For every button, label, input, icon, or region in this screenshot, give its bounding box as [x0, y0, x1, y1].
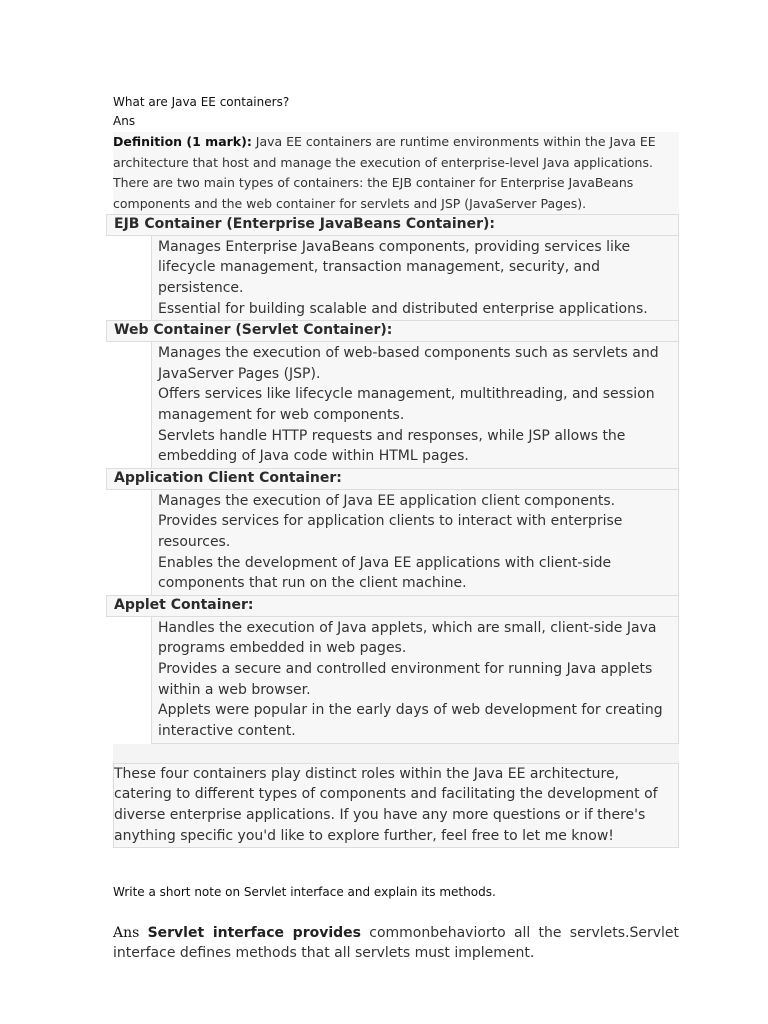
list-item: Manages the execution of web-based components such as servlets and JavaServer Pages (JSP). [158, 344, 659, 382]
definition-text: Java EE containers are runtime environments within the Java EE architecture that host and manage the execution of enterprise-level Java applications. There are two main types of containers: the EJB container for Enterprise JavaBeans components and the web container for servlets and JSP (JavaServer Pages). [113, 134, 656, 211]
document-body [113, 93, 679, 964]
answer-label: Ans [113, 114, 136, 128]
answer-2-text: commonbehaviorto all the servlets.Servlet interface defines methods that all servlets must implement. [113, 924, 679, 962]
ejb-container-list [151, 236, 679, 321]
web-container-heading: Web Container (Servlet Container): [106, 320, 679, 342]
list-item: Handles the execution of Java applets, which are small, client-side Java programs embedded in web pages. [158, 619, 657, 657]
list-item: Provides a secure and controlled environment for running Java applets within a web browser. [158, 660, 653, 698]
list-item: Manages the execution of Java EE application client components. [158, 492, 616, 509]
application-client-container-list [151, 490, 679, 596]
list-item: Provides services for application clients to interact with enterprise resources. [158, 513, 623, 550]
web-container-list [151, 342, 679, 468]
question-1: What are Java EE containers? [113, 95, 290, 109]
answer-2-bold-text: Servlet interface provides [147, 924, 361, 941]
spacer-band [113, 744, 679, 763]
list-item: Servlets handle HTTP requests and responses, while JSP allows the embedding of Java code within HTML pages. [158, 427, 626, 465]
list-item: Enables the development of Java EE applications with client-side components that run on the client machine. [158, 554, 612, 592]
list-item: Offers services like lifecycle management, multithreading, and session management for web components. [158, 386, 655, 423]
list-item: Essential for building scalable and distributed enterprise applications. [158, 300, 648, 317]
applet-container-heading: Applet Container: [106, 595, 679, 617]
definition-label: Definition (1 mark): [113, 134, 252, 149]
applet-container-list [151, 617, 679, 744]
list-item: Applets were popular in the early days of web development for creating interactive content. [158, 702, 663, 740]
definition-paragraph [113, 132, 679, 214]
summary-paragraph: These four containers play distinct roles within the Java EE architecture, catering to different types of components and facilitating the development of diverse enterprise applications. If you have any more questions or if there's anything specific you'd like to explore further, feel free to let me know! [113, 763, 679, 848]
answer-2-paragraph [113, 923, 679, 964]
application-client-container-heading: Application Client Container: [106, 468, 679, 490]
ejb-container-heading: EJB Container (Enterprise JavaBeans Container): [106, 214, 679, 236]
list-item: Manages Enterprise JavaBeans components, providing services like lifecycle management, transaction management, security, and persistence. [158, 238, 631, 296]
question-2: Write a short note on Servlet interface and explain its methods. [113, 884, 496, 899]
answer-2-label: Ans [113, 924, 140, 941]
